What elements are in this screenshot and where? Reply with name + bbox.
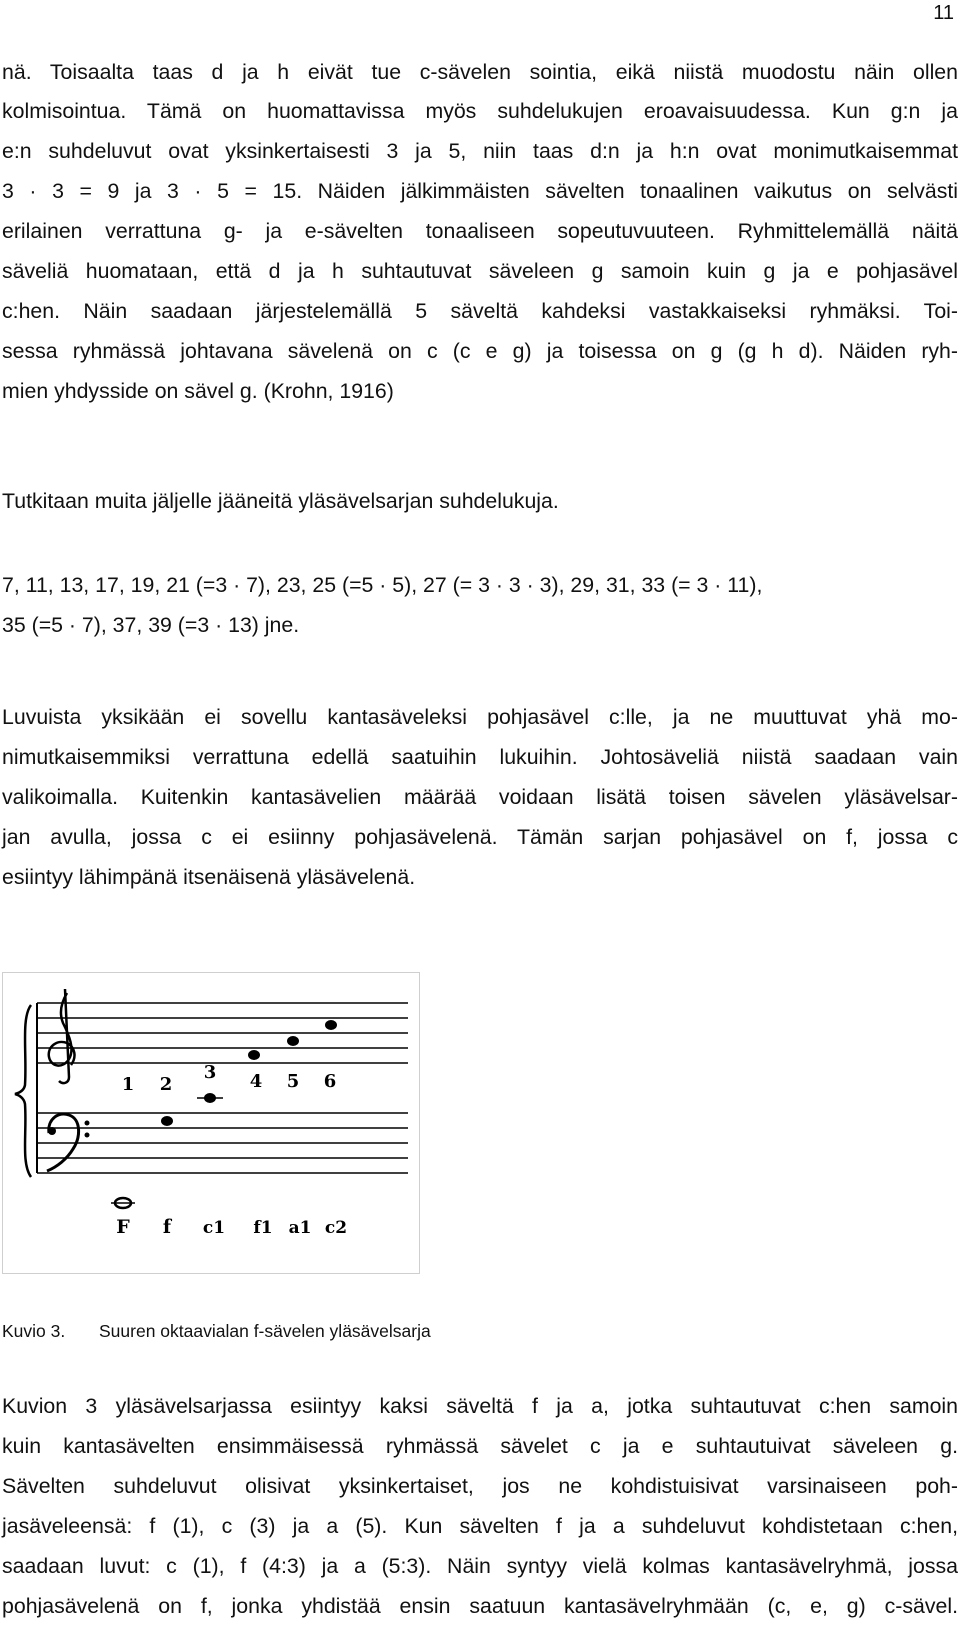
harmonic-number: 4 — [249, 1071, 263, 1092]
music-notation-figure — [2, 972, 420, 1274]
text-line: 7, 11, 13, 17, 19, 21 (=3 · 7), 23, 25 (=5 · 5), 27 (= 3 · 3 · 3), 29, 31, 33 (= 3 · 11), — [2, 573, 763, 597]
text-line: saadaan luvut: c (1), f (4:3) ja a (5:3). Näin syntyy vielä kolmas kantasävelryhmä, jossa — [2, 1554, 958, 1578]
note-f — [161, 1116, 173, 1126]
page-number: 11 — [933, 2, 954, 24]
text-line: e:n suhdeluvut ovat yksinkertaisesti 3 ja 5, niin taas d:n ja h:n ovat monimutkaisemmat — [2, 139, 958, 163]
harmonic-number: 6 — [323, 1071, 337, 1092]
harmonic-number: 1 — [121, 1074, 135, 1095]
grand-staff-svg — [3, 973, 419, 1273]
note-f1 — [248, 1050, 260, 1060]
note-name: f1 — [253, 1218, 273, 1238]
text-line: sessa ryhmässä johtavana sävelenä on c (c e g) ja toisessa on g (g h d). Näiden ryh- — [2, 339, 958, 363]
text-line: 35 (=5 · 7), 37, 39 (=3 · 13) jne. — [2, 613, 300, 637]
text-line: Sävelten suhdeluvut olisivat yksinkertaiset, jos ne kohdistuisivat varsinaiseen poh- — [2, 1474, 958, 1498]
text-line: Kuvion 3 yläsävelsarjassa esiintyy kaksi säveltä f ja a, jotka suhtautuvat c:hen samoin — [2, 1394, 958, 1418]
text-line: mien yhdysside on sävel g. (Krohn, 1916) — [2, 379, 394, 403]
text-line: nä. Toisaalta taas d ja h eivät tue c-sävelen sointia, eikä niistä muodostu näin ollen — [2, 60, 958, 84]
note-c1 — [204, 1093, 216, 1103]
note-name: c1 — [202, 1218, 226, 1238]
harmonic-number: 3 — [203, 1062, 217, 1083]
treble-staff — [37, 1003, 408, 1063]
text-line: jan avulla, jossa c ei esiinny pohjasävelenä. Tämän sarjan pohjasävel on f, jossa c — [2, 825, 958, 849]
text-line: nimutkaisemmiksi verrattuna edellä saatuihin lukuihin. Johtosäveliä niistä saadaan vain — [2, 745, 958, 769]
note-name: F — [116, 1216, 130, 1238]
text-line: valikoimalla. Kuitenkin kantasävelien määrää voidaan lisätä toisen sävelen yläsävelsar- — [2, 785, 958, 809]
caption-text: Suuren oktaavialan f-sävelen yläsävelsarja — [99, 1321, 431, 1341]
note-name: c2 — [324, 1218, 348, 1238]
bass-staff — [37, 1113, 408, 1173]
text-line: kuin kantasävelten ensimmäisessä ryhmässä sävelet c ja e suhtautuivat säveleen g. — [2, 1434, 958, 1458]
text-line: c:hen. Näin saadaan järjestelemällä 5 säveltä kahdeksi vastakkaiseksi ryhmäksi. Toi- — [2, 299, 958, 323]
text-line: 3 · 3 = 9 ja 3 · 5 = 15. Näiden jälkimmäisten sävelten tonaalinen vaikutus on selvästi — [2, 179, 958, 203]
text-line: erilainen verrattuna g- ja e-sävelten tonaaliseen sopeutuvuuteen. Ryhmittelemällä näitä — [2, 219, 958, 243]
text-line: säveliä huomataan, että d ja h suhtautuvat säveleen g samoin kuin g ja e pohjasävel — [2, 259, 958, 283]
text-line: kolmisointua. Tämä on huomattavissa myös suhdelukujen eroavaisuudessa. Kun g:n ja — [2, 99, 958, 123]
caption-label: Kuvio 3. — [2, 1321, 66, 1341]
text-line: pohjasävelenä on f, jonka yhdistää ensin saatuun kantasävelryhmään (c, e, g) c-sävel. — [2, 1594, 958, 1618]
note-a1 — [287, 1036, 299, 1046]
figure-caption — [2, 1320, 431, 1342]
brace — [15, 1005, 31, 1177]
text-line: Luvuista yksikään ei sovellu kantasäveleksi pohjasävel c:lle, ja ne muuttuvat yhä mo- — [2, 705, 958, 729]
text-line: jasäveleensä: f (1), c (3) ja a (5). Kun sävelten f ja a suhdeluvut kohdistetaan c:hen, — [2, 1514, 958, 1538]
harmonic-number: 5 — [286, 1071, 300, 1092]
note-name: f — [162, 1216, 172, 1238]
harmonic-number: 2 — [159, 1074, 173, 1095]
note-name: a1 — [288, 1218, 312, 1238]
text-line: esiintyy lähimpänä itsenäisenä yläsävelenä. — [2, 865, 416, 889]
text-line: Tutkitaan muita jäljelle jääneitä yläsävelsarjan suhdelukuja. — [2, 489, 559, 513]
note-c2 — [325, 1020, 337, 1030]
